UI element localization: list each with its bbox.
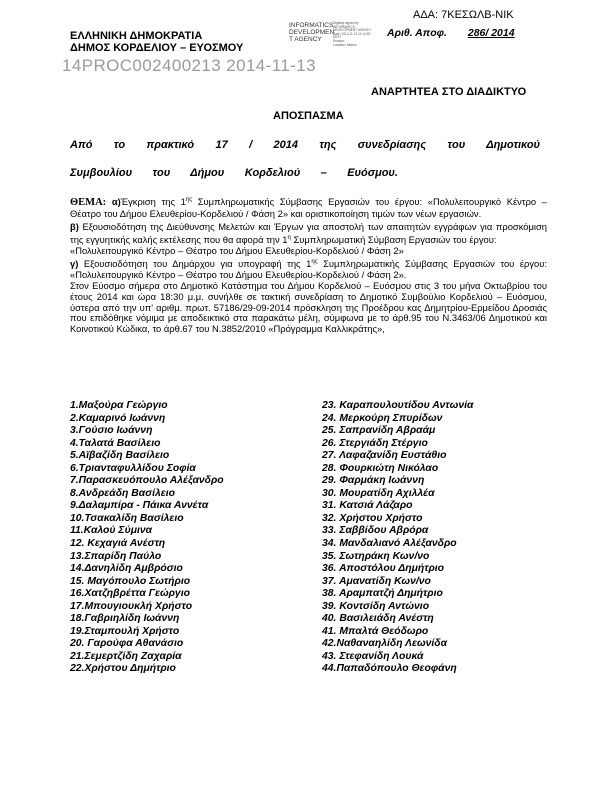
subject-label: ΘΕΜΑ:: [70, 197, 107, 209]
ordinal-suffix: ης: [311, 258, 318, 265]
item-text: Συμπληρωματικής Σύμβασης Εργασιών του έργου: «Πολυλειτουργικό Κέντρο – Θέατρο του Δήμου Ελευθερίου-Κορδελιού / Φάση 2».: [70, 257, 547, 280]
members-list-right: [322, 400, 473, 676]
member-item: 1.Μαξούρα Γεώργιο: [70, 400, 168, 411]
member-item: 18.Γαβριηλίδη Ιωάννη: [70, 613, 180, 625]
member-item: 3.Γούσιο Ιωάννη: [70, 425, 153, 437]
posting-notice: ΑΝΑΡΤΗΤΕΑ ΣΤΟ ΔΙΑΔΙΚΤΥΟ: [371, 86, 527, 98]
member-item: 40. Βασιλειάδη Ανέστη: [322, 613, 434, 625]
word: του: [447, 139, 466, 151]
signature-detail-line: DEVELOPMENT AGENCY: [333, 28, 372, 33]
member-item: 11.Καλού Σύμινα: [70, 525, 153, 537]
word: Από: [70, 139, 93, 151]
signature-detail-line: Location: Athens: [333, 42, 357, 47]
word: –: [320, 167, 327, 179]
member-item: 39. Κοντσίδη Αντώνιο: [322, 600, 430, 612]
member-item: 2.Καμαρινό Ιωάννη: [70, 412, 166, 424]
member-item: 20. Γαρούφα Αθανάσιο: [70, 638, 184, 650]
member-item: 37. Αμανατίδη Κων/νο: [322, 575, 431, 587]
decision-number-label: Αριθ. Αποφ.: [387, 27, 447, 39]
word: Κορδελιού: [244, 167, 301, 179]
member-item: 28. Φουρκιώτη Νικόλαο: [322, 462, 439, 474]
member-item: 26. Στεργιάδη Στέργιο: [322, 437, 428, 449]
signature-agency-name: [289, 22, 334, 43]
signature-line: T AGENCY: [289, 36, 322, 43]
subject-item-b-project: «Πολυλειτουργικό Κέντρο – Θέατρο του Δήμου Ελευθερίου-Κορδελιού / Φάση 2»: [70, 244, 404, 256]
signature-detail-line: INFORMATICS: [333, 24, 355, 29]
word: Δήμου: [190, 167, 225, 179]
member-item: 5.Αϊβαζίδη Βασίλειο: [70, 450, 170, 462]
minutes-reference-line-1: [70, 139, 540, 151]
document-title: ΑΠΟΣΠΑΣΜΑ: [273, 110, 344, 122]
minutes-number: 17 / 2014: [215, 139, 298, 151]
item-label: β): [70, 220, 79, 232]
member-item: 4.Ταλατά Βασίλειο: [70, 437, 161, 449]
word: Δημοτικού: [486, 139, 541, 151]
word: της: [319, 139, 337, 151]
signature-details: [333, 22, 371, 47]
member-item: 44.Παπαδόπουλο Θεοφάνη: [322, 663, 457, 675]
member-item: 12. Κεχαγιά Ανέστη: [70, 538, 166, 550]
member-item: 6.Τριανταφυλλίδου Σοφία: [70, 462, 196, 474]
issuer-line-municipality: ΔΗΜΟΣ ΚΟΡΔΕΛΙΟΥ – ΕΥΟΣΜΟΥ: [70, 42, 244, 54]
member-item: 21.Σεμερτζίδη Ζαχαρία: [70, 650, 182, 662]
item-label: α): [111, 196, 121, 208]
member-item: 42.Ναθαναηλίδη Λεωνίδα: [322, 638, 448, 650]
subject-item-b: [70, 222, 547, 246]
member-item: 31. Κατσιά Λάζαρο: [322, 500, 413, 512]
minutes-reference-line-2: [70, 167, 398, 179]
issuer-line-republic: ΕΛΛΗΝΙΚΗ ΔΗΜΟΚΡΑΤΙΑ: [70, 30, 203, 42]
signature-line: INFORMATICS: [289, 22, 334, 29]
issuer-block: [70, 30, 243, 54]
subject-item-a: [70, 195, 547, 220]
ordinal-suffix: η: [287, 234, 291, 241]
member-item: 22.Χρήστου Δημήτριο: [70, 663, 176, 675]
word: του: [152, 167, 171, 179]
signature-detail-line: EEST: [333, 35, 342, 40]
item-label: γ): [70, 257, 79, 269]
member-item: 14.Δανηλίδη Αμβρόσιο: [70, 563, 183, 575]
item-text: Συμπληρωματικής Σύμβασης Εργασιών του έργου: «Πολυλειτουργικό Κέντρο – Θέατρο του Δήμου Ελευθερίου-Κορδελιού / Φάση 2» και οριστικοποίηση τιμών των νέων εργασιών.: [70, 196, 547, 220]
signature-line: DEVELOPMEN: [289, 29, 335, 36]
item-text: Συμπληρωματική Σύμβαση Εργασιών του έργου:: [290, 233, 497, 245]
word: Συμβουλίου: [70, 167, 133, 179]
signature-detail-line: Reason:: [333, 38, 345, 43]
member-item: 32. Χρήστου Χρήστο: [322, 512, 423, 524]
member-item: 35. Σωτηράκη Κων/νο: [322, 550, 430, 562]
decision-number-value: 286/ 2014: [467, 27, 515, 39]
protocol-watermark: 14PROC002400213 2014-11-13: [62, 56, 316, 75]
subject-item-c: [70, 257, 547, 281]
member-item: 29. Φαρμάκη Ιωάννη: [322, 475, 425, 487]
member-item: 15. Μαγόπουλο Σωτήριο: [70, 575, 191, 587]
item-text: Εξουσιοδότηση της Διεύθυνσης Μελετών και Έργων για αποστολή των απαιτητών εγγράφων για προσκόμιση της εγγυητικής καλής εκτέλεσης που θα αφορά την 1: [70, 220, 547, 245]
ada-code: ΑΔΑ: 7ΚΕΣΩΛΒ-ΝΙΚ: [413, 9, 514, 21]
member-item: 8.Ανδρεάδη Βασίλειο: [70, 487, 175, 499]
member-item: 27. Λαφαζανίδη Ευστάθιο: [322, 450, 447, 462]
ordinal-suffix: ης: [185, 197, 193, 203]
word: το: [113, 139, 126, 151]
member-item: 43. Στεφανίδη Λουκά: [322, 650, 424, 662]
signature-detail-line: Date: 2014.11.13 11:14:53: [333, 31, 371, 36]
member-item: 38. Αραμπατζή Δημήτριο: [322, 588, 443, 600]
member-item: 23. Καραπουλουτίδου Αντωνία: [322, 400, 474, 411]
member-item: 13.Σπαρίδη Παύλο: [70, 550, 162, 562]
member-item: 41. Μπαλτά Θεόδωρο: [322, 625, 429, 637]
member-item: 9.Δαλαμπίρα - Πάικα Αννέτα: [70, 500, 209, 512]
decision-number: [387, 27, 515, 39]
word: πρακτικό: [146, 139, 195, 151]
word: Ευόσμου.: [347, 167, 398, 179]
member-item: 34. Μανδαλιανό Αλέξανδρο: [322, 538, 457, 550]
subject-body: [70, 195, 547, 335]
member-item: 19.Σταμπουλή Χρήστο: [70, 625, 180, 637]
member-item: 16.Χατζηβρέττα Γεώργιο: [70, 588, 190, 600]
member-item: 10.Τσακαλίδη Βασίλειο: [70, 512, 184, 524]
word: συνεδρίασης: [357, 139, 427, 151]
member-item: 30. Μουρατίδη Αχιλλέα: [322, 487, 435, 499]
members-list-left: [70, 400, 224, 676]
item-text: Εξουσιοδότηση του Δημάρχου για υπογραφή της 1: [78, 257, 312, 269]
member-item: 7.Παρασκευόπουλο Αλέξανδρο: [70, 475, 224, 487]
member-item: 24. Μερκούρη Σπυρίδων: [322, 412, 443, 424]
member-item: 25. Σαπρανίδη Αβραάμ: [322, 425, 436, 437]
member-item: 33. Σαββίδου Αβρόρα: [322, 525, 429, 537]
member-item: 36. Αποστόλου Δημήτριο: [322, 563, 445, 575]
signature-detail-line: Digitally signed by: [333, 21, 359, 25]
member-item: 17.Μπουγιουκλή Χρήστο: [70, 600, 193, 612]
session-paragraph: Στον Εύοσμο σήμερα στο Δημοτικό Κατάστημα του Δήμου Κορδελιού – Ευόσμου στις 3 του μήνα Οκτωβρίου του έτους 2014 και ώρα 18:30 μ.μ. συνήλθε σε τακτική συνεδρίαση το Δημοτικό Συμβούλιο Κορδελιού – Ευόσμου, ύστερα από την υπ' αριθμ. πρωτ. 57186/29-09-2014 πρόσκληση της Προέδρου κας Δημητρίου-Ερμείδου Δροσιάς που επιδόθηκε νόμιμα με αποδεικτικό στα παρακάτω μέλη, σύμφωνα με το άρθ.95 του Ν.3463/06 Δημοτικού και Κοινοτικού Κώδικα, το άρθ.67 του Ν.3852/2010 «Πρόγραμμα Καλλικράτης»,: [70, 279, 547, 335]
item-text: Έγκριση της 1: [120, 196, 186, 208]
